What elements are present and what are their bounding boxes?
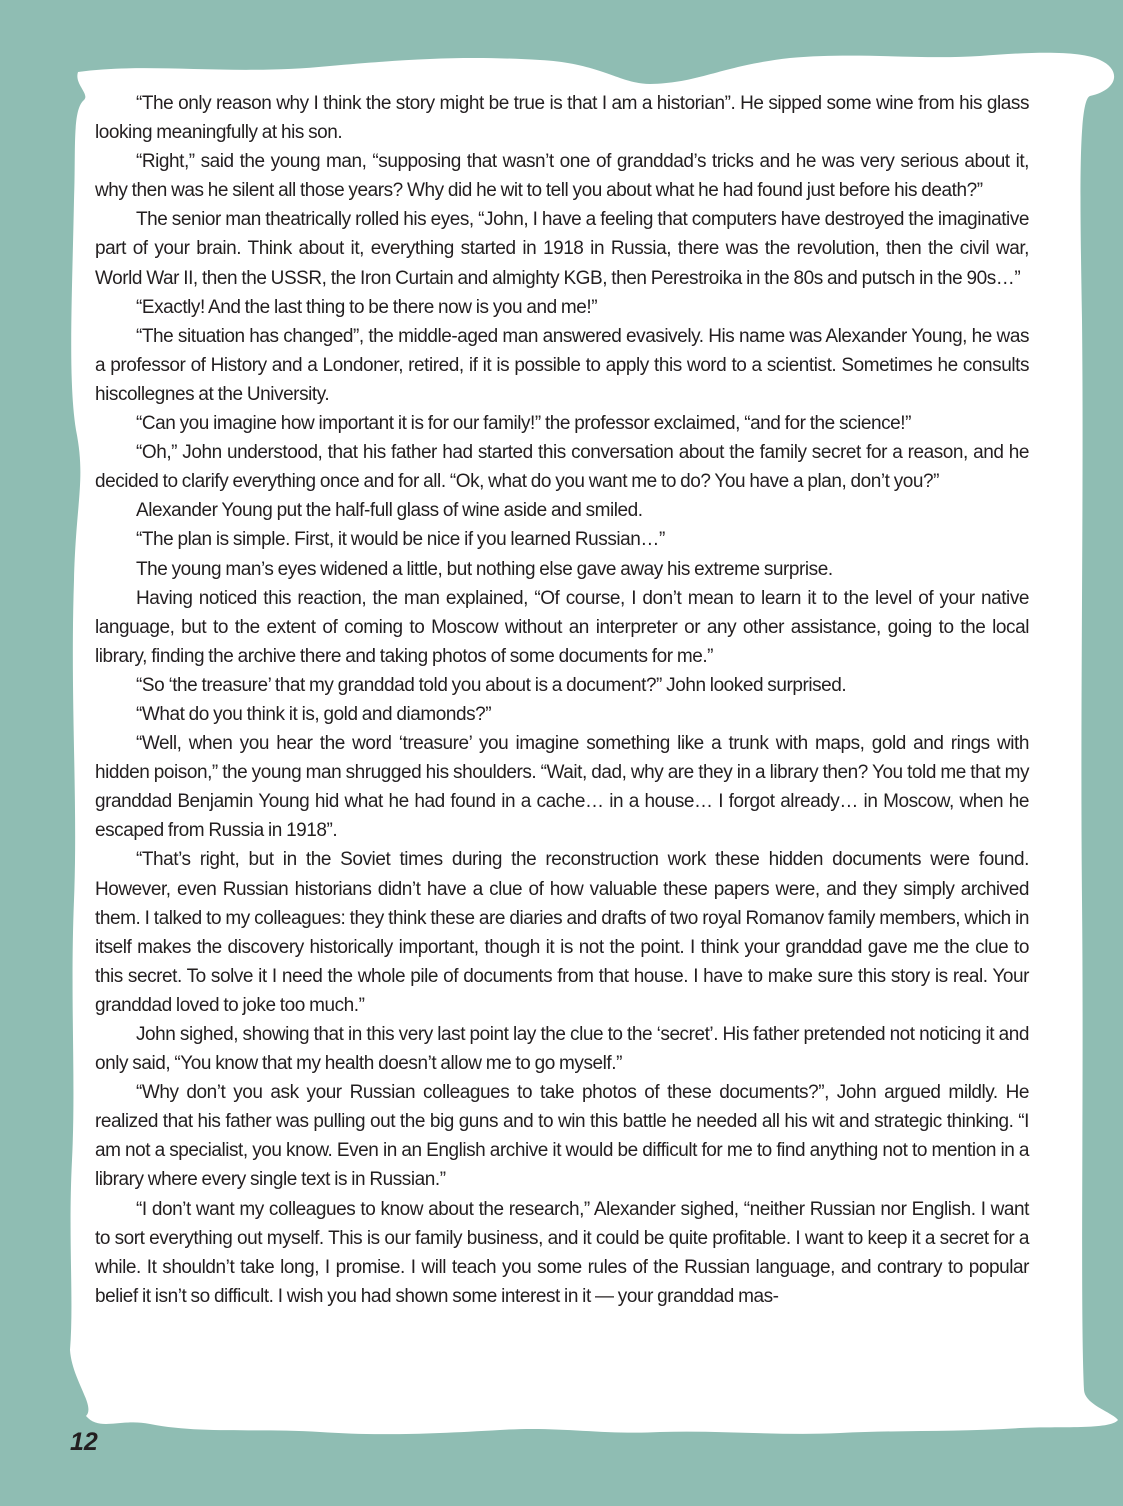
paragraph: The young man’s eyes widened a little, but nothing else gave away his extreme surprise. xyxy=(136,558,833,580)
paragraph: “The only reason why I think the story might be true is that I am a historian”. He sipped some wine from his glass looking meaningfully at his son. xyxy=(95,93,1029,144)
paragraph: The senior man theatrically rolled his eyes, “John, I have a feeling that computers have destroyed the imaginative part of your brain. Think about it, everything started in 1918 in Russia, there was the revolution, then the civil war, World War II, then the USSR, the Iron Curtain and almighty KGB, then Perestroika in the 80s and putsch in the 90s…” xyxy=(95,209,1029,289)
paragraph: “So ‘the treasure’ that my granddad told you about is a document?” John looked surprised. xyxy=(136,674,847,696)
paragraph: “Can you imagine how important it is for our family!” the professor exclaimed, “and for the science!” xyxy=(136,413,911,435)
paragraph: “Right,” said the young man, “supposing that wasn’t one of granddad’s tricks and he was very serious about it, why then was he silent all those years? Why did he wit to tell you about what he had found just before his death?” xyxy=(95,151,1029,202)
paragraph: “The situation has changed”, the middle-aged man answered evasively. His name was Alexander Young, he was a professor of History and a Londoner, retired, if it is possible to apply this word to a scientist. Sometimes he consults hiscollegnes at the University. xyxy=(95,325,1029,405)
paragraph: “The plan is simple. First, it would be nice if you learned Russian…” xyxy=(136,529,665,551)
paragraph: “What do you think it is, gold and diamonds?” xyxy=(136,703,492,725)
paragraph: Having noticed this reaction, the man explained, “Of course, I don’t mean to learn it to the level of your native language, but to the extent of coming to Moscow without an interpreter or any other assistance, going to the local library, finding the archive there and taking photos of some documents for me.” xyxy=(95,587,1029,667)
paragraph: John sighed, showing that in this very last point lay the clue to the ‘secret’. His father pretended not noticing it and only said, “You know that my health doesn’t allow me to go myself.” xyxy=(95,1024,1029,1075)
story-text xyxy=(95,89,1029,1311)
paragraph: “I don’t want my colleagues to know about the research,” Alexander sighed, “neither Russian nor English. I want to sort everything out myself. This is our family business, and it could be quite profitable. I want to keep it a secret for a while. It shouldn’t take long, I promise. I will teach you some rules of the Russian language, and contrary to popular belief it isn’t so difficult. I wish you had shown some interest in it — your granddad mas- xyxy=(95,1198,1029,1307)
paragraph: “Well, when you hear the word ‘treasure’ you imagine something like a trunk with maps, gold and rings with hidden poison,” the young man shrugged his shoulders. “Wait, dad, why are they in a library then? You told me that my granddad Benjamin Young hid what he had found in a cache… in a house… I forgot already… in Moscow, when he escaped from Russia in 1918”. xyxy=(95,733,1029,842)
paragraph: “That’s right, but in the Soviet times during the reconstruction work these hidden documents were found. However, even Russian historians didn’t have a clue of how valuable these papers were, and they simply archived them. I talked to my colleagues: they think these are diaries and drafts of two royal Romanov family members, which in itself makes the discovery historically important, though it is not the point. I think your granddad gave me the clue to this secret. To solve it I need the whole pile of documents from that house. I have to make sure this story is real. Your granddad loved to joke too much.” xyxy=(95,849,1029,1016)
paragraph: “Exactly! And the last thing to be there now is you and me!” xyxy=(136,296,598,318)
page-number: 12 xyxy=(70,1428,98,1456)
paragraph: “Why don’t you ask your Russian colleagues to take photos of these documents?”, John argued mildly. He realized that his father was pulling out the big guns and to win this battle he needed all his wit and strategic thinking. “I am not a specialist, you know. Even in an English archive it would be difficult for me to find anything not to mention in a library where every single text is in Russian.” xyxy=(95,1082,1029,1191)
paragraph: Alexander Young put the half-full glass of wine aside and smiled. xyxy=(136,500,643,522)
paragraph: “Oh,” John understood, that his father had started this conversation about the family secret for a reason, and he decided to clarify everything once and for all. “Ok, what do you want me to do? You have a plan, don’t you?” xyxy=(95,442,1029,493)
